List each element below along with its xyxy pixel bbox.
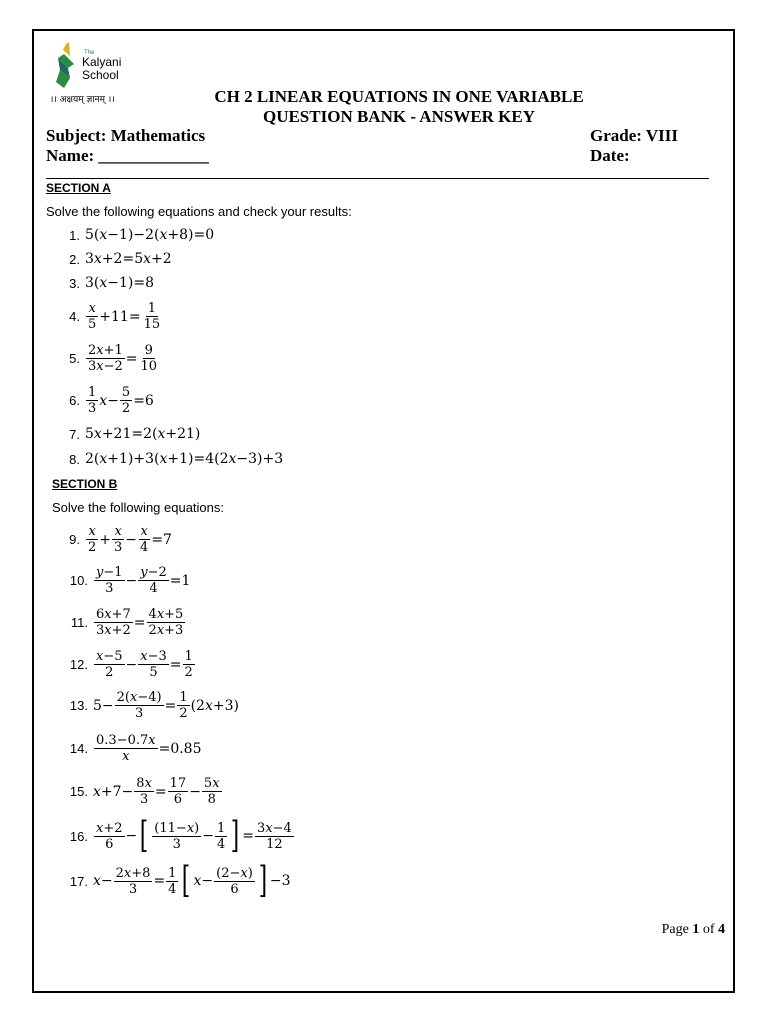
question-number: 4.	[69, 309, 80, 324]
section-a-heading: SECTION A	[46, 181, 111, 195]
section-a-instruction: Solve the following equations and check your results:	[46, 204, 352, 219]
question-11: 11. $\frac{6x+7}{3x+2}$ = $\frac{4x+5}{2x+3}$	[60, 607, 186, 638]
name-label: Name: _____________	[46, 146, 209, 165]
question-14: 14. $\frac{0.3-0.7x}{x}$ =0.85	[60, 733, 202, 764]
logo-school-text: School	[82, 68, 119, 82]
question-4: 4. $\frac{x}{5}$ +11= $\frac{1}{15}$	[60, 301, 163, 332]
question-5: 5. $\frac{2x+1}{3x-2}$ = $\frac{9}{10}$	[60, 343, 160, 374]
page-current: 1	[692, 922, 700, 937]
question-number: 16.	[69, 828, 88, 844]
subject-label: Subject: Mathematics	[46, 126, 206, 145]
question-number: 9.	[69, 532, 80, 547]
question-number: 14.	[69, 741, 88, 756]
question-8: 8. 2(x+1)+3(x+1)=4(2x−3)+3	[60, 451, 283, 467]
question-number: 11.	[70, 615, 88, 630]
question-1: 1. 5(x−1)−2(x+8)=0	[60, 227, 214, 243]
question-number: 2.	[69, 251, 80, 267]
question-7: 7. 5x+21=2(x+21)	[60, 426, 200, 442]
page-word: Page	[661, 922, 693, 937]
title-line2: QUESTION BANK - ANSWER KEY	[262, 107, 536, 126]
question-13: 13. 5− $\frac{2(x-4)}{3}$ = $\frac{1}{2}$ (2x+3)	[60, 690, 239, 721]
section-b-instruction: Solve the following equations:	[52, 500, 225, 515]
page-total: 4	[718, 922, 725, 937]
question-number: 17.	[69, 873, 88, 889]
question-6: 6. $\frac{1}{3}$ x − $\frac{5}{2}$ =6	[60, 385, 154, 416]
question-number: 10.	[69, 573, 88, 588]
question-number: 15.	[69, 784, 88, 799]
header-divider	[46, 178, 709, 179]
question-16: 16. $\frac{x+2}{6}$ − [ $\frac{(11-x)}{3}$ − $\frac{1}{4}$ ] = $\frac{3x-4}{12}$	[60, 818, 295, 854]
question-number: 3.	[69, 275, 80, 291]
question-17: 17. x− $\frac{2x+8}{3}$ = $\frac{1}{4}$ [ x − $\frac{(2-x)}{6}$ ] −3	[60, 863, 291, 899]
question-10: 10. $\frac{y-1}{3}$ − $\frac{y-2}{4}$ =1	[60, 565, 190, 596]
question-number: 7.	[69, 426, 80, 442]
school-motto: ।। अक्षयम् ज्ञानम् ।।	[50, 95, 115, 105]
title-line1: CH 2 LINEAR EQUATIONS IN ONE VARIABLE	[214, 87, 584, 106]
question-15: 15. x+7− $\frac{8x}{3}$ = $\frac{17}{6}$ − $\frac{5x}{8}$	[60, 776, 223, 807]
question-3: 3. 3(x−1)=8	[60, 275, 154, 291]
question-number: 1.	[69, 227, 80, 243]
date-label: Date:	[590, 146, 630, 165]
question-number: 13.	[69, 698, 88, 713]
grade-label: Grade: VIII	[590, 126, 678, 145]
question-9: 9. $\frac{x}{2}$ + $\frac{x}{3}$ − $\frac{x}{4}$ =7	[60, 524, 172, 555]
question-12: 12. $\frac{x-5}{2}$ − $\frac{x-3}{5}$ = $\frac{1}{2}$	[60, 649, 196, 680]
page-indicator	[662, 922, 725, 938]
question-2: 2. 3x+2=5x+2	[60, 251, 172, 267]
question-number: 8.	[69, 451, 80, 467]
of-word: of	[699, 922, 718, 937]
question-number: 6.	[69, 393, 80, 408]
logo-kalyani-text: Kalyani	[82, 55, 122, 69]
question-number: 12.	[69, 657, 88, 672]
section-b-heading: SECTION B	[52, 477, 118, 491]
question-number: 5.	[69, 351, 80, 366]
logo-the-text: The	[84, 50, 95, 56]
